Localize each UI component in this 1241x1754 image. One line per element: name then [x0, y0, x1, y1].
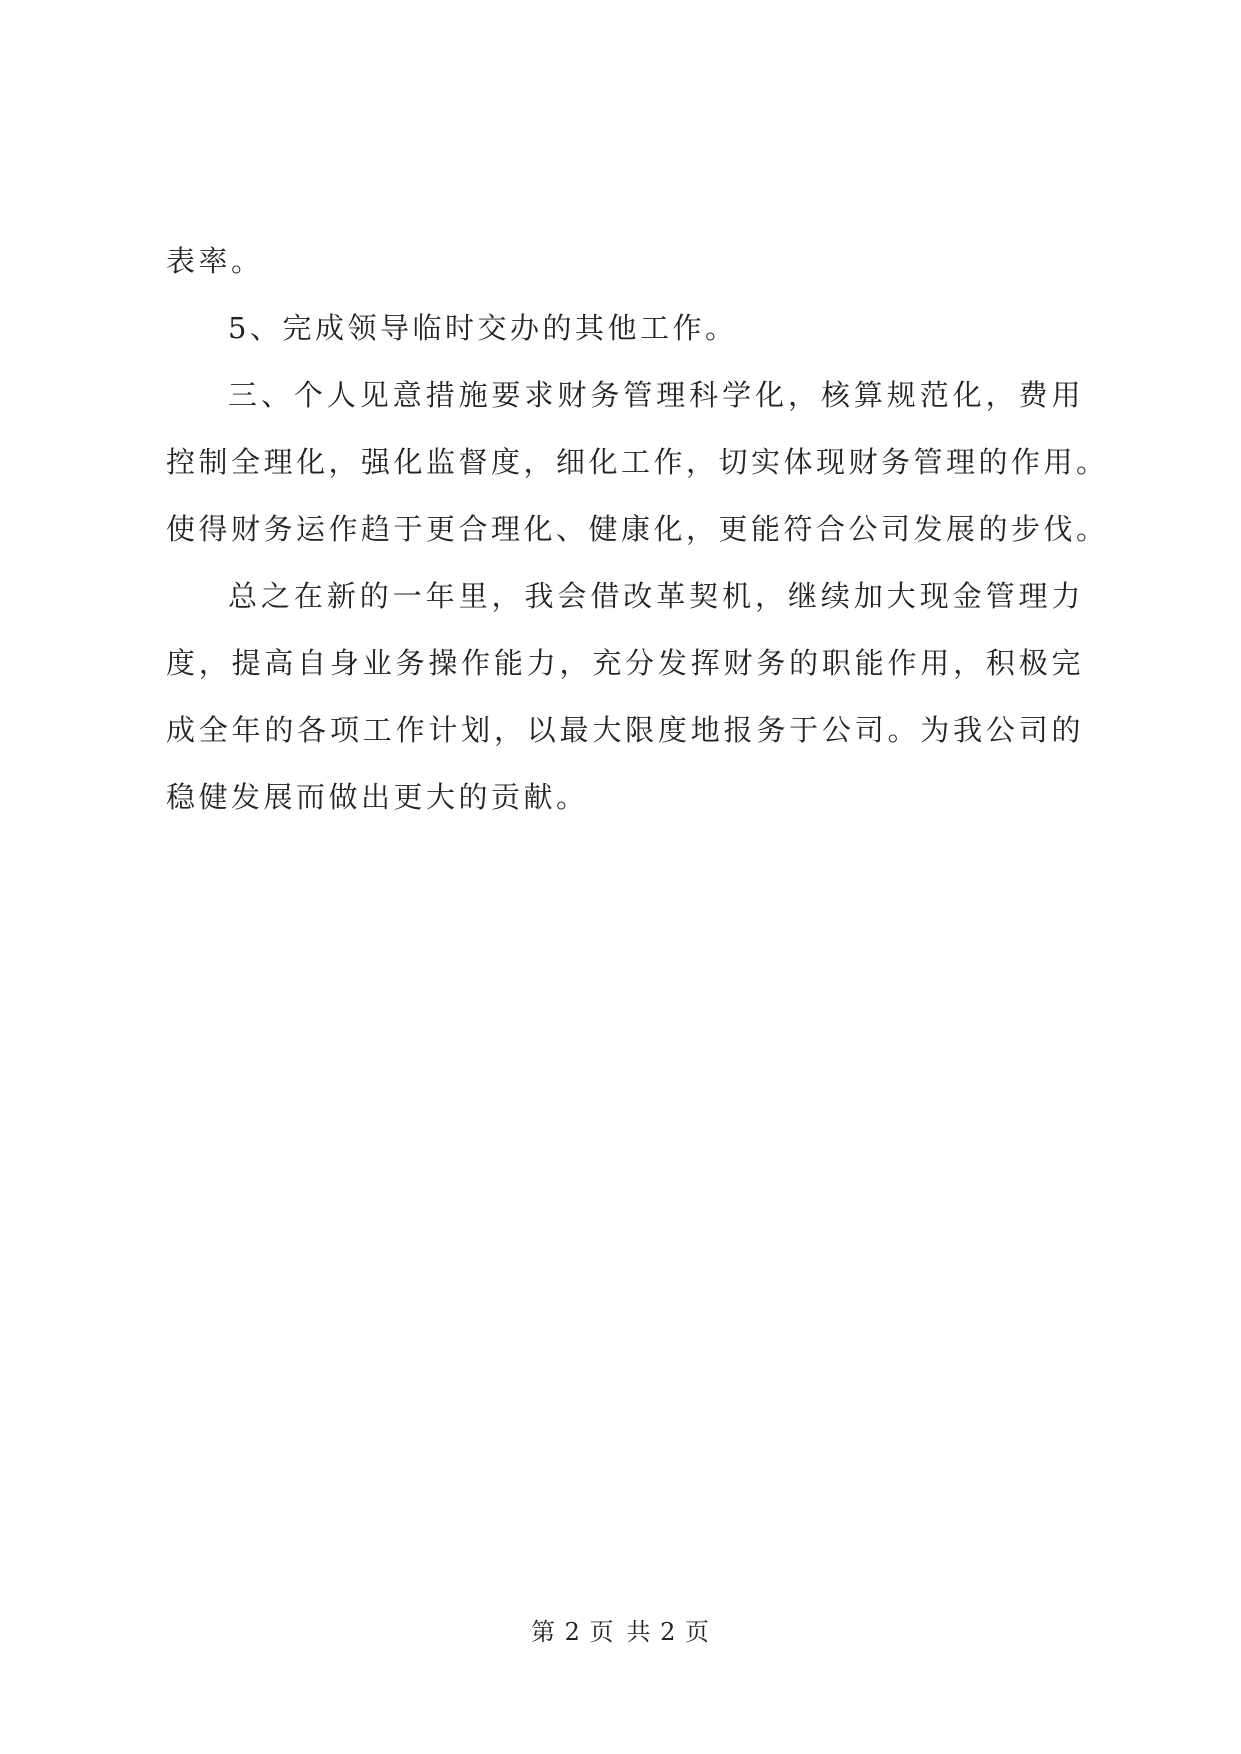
text-line: 使得财务运作趋于更合理化、健康化，更能符合公司发展的步伐。	[166, 512, 1109, 546]
text-line: 总之在新的一年里，我会借改革契机，继续加大现金管理力	[228, 579, 1084, 613]
page-number-current: 第 2 页	[530, 1618, 615, 1646]
text-line: 表率。	[166, 244, 264, 278]
text-line: 稳健发展而做出更大的贡献。	[166, 780, 589, 814]
text-line: 三、个人见意措施要求财务管理科学化，核算规范化，费用	[228, 378, 1084, 412]
text-line: 5、完成领导临时交办的其他工作。	[228, 311, 738, 345]
page-footer	[0, 1612, 1241, 1647]
page-number-total: 共 2 页	[626, 1618, 711, 1646]
text-line: 成全年的各项工作计划，以最大限度地报务于公司。为我公司的	[166, 713, 1084, 747]
text-line: 控制全理化，强化监督度，细化工作，切实体现财务管理的作用。	[166, 445, 1109, 479]
text-line: 度，提高自身业务操作能力，充分发挥财务的职能作用，积极完	[166, 646, 1084, 680]
body-text	[166, 228, 1109, 831]
